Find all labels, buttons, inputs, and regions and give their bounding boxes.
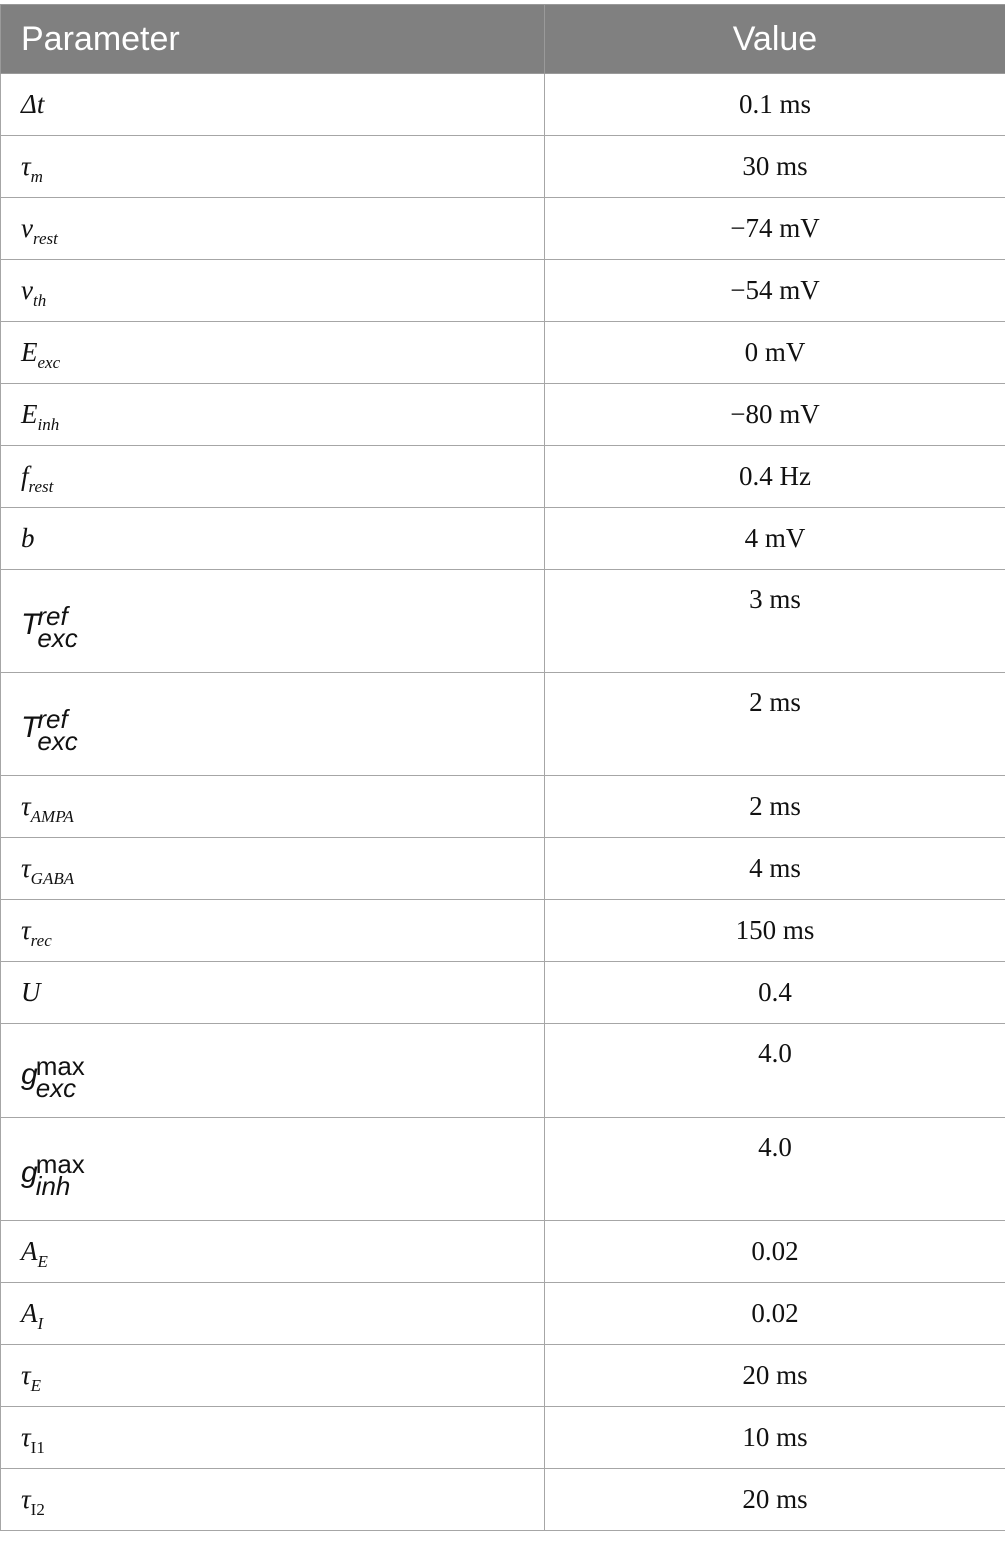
parameter-superscript: max xyxy=(35,1050,85,1081)
parameter-subscript: exc xyxy=(35,1072,77,1103)
table-row xyxy=(1,1469,1005,1531)
parameter-cell xyxy=(1,838,545,900)
parameter-symbol: τ xyxy=(21,853,31,883)
parameter-symbol: g xyxy=(21,1057,38,1091)
table-row xyxy=(1,1283,1005,1345)
header-parameter: Parameter xyxy=(1,5,545,74)
table-row xyxy=(1,962,1005,1024)
value-cell: 0.02 xyxy=(545,1221,1005,1283)
value-cell: 0.02 xyxy=(545,1283,1005,1345)
parameter-cell xyxy=(1,260,545,322)
value-cell: 10 ms xyxy=(545,1407,1005,1469)
parameter-subscript: th xyxy=(32,291,47,310)
parameter-cell xyxy=(1,1118,545,1221)
parameter-symbol: Δt xyxy=(21,89,45,119)
parameter-symbol: τ xyxy=(21,1360,31,1390)
table-row xyxy=(1,1024,1005,1118)
parameter-subscript: m xyxy=(30,167,43,186)
parameter-symbol: τ xyxy=(21,1484,31,1514)
parameter-cell xyxy=(1,198,545,260)
parameter-symbol: ν xyxy=(21,275,33,305)
table-row xyxy=(1,74,1005,136)
parameter-symbol: A xyxy=(21,1236,38,1266)
parameter-symbol: T xyxy=(21,608,40,642)
parameter-subscript: GABA xyxy=(30,869,75,888)
parameter-cell xyxy=(1,1024,545,1118)
parameter-symbol: E xyxy=(21,399,38,429)
parameter-subscript: rest xyxy=(28,477,54,496)
table-row xyxy=(1,260,1005,322)
value-cell: 20 ms xyxy=(545,1469,1005,1531)
table-row xyxy=(1,446,1005,508)
parameter-symbol: f xyxy=(21,461,29,491)
value-cell: 20 ms xyxy=(545,1345,1005,1407)
value-cell: 4.0 xyxy=(545,1118,1005,1221)
parameter-notation xyxy=(21,601,78,653)
parameter-symbol: τ xyxy=(21,1422,31,1452)
parameter-symbol: T xyxy=(21,711,40,745)
parameter-cell xyxy=(1,1345,545,1407)
table-row xyxy=(1,136,1005,198)
parameter-cell xyxy=(1,384,545,446)
table-row xyxy=(1,198,1005,260)
parameter-symbol: A xyxy=(21,1298,38,1328)
parameter-cell xyxy=(1,570,545,673)
parameter-cell xyxy=(1,446,545,508)
parameter-subscript: I xyxy=(37,1314,44,1333)
parameter-subscript: exc xyxy=(37,353,61,372)
value-cell: −74 mV xyxy=(545,198,1005,260)
value-cell: 2 ms xyxy=(545,776,1005,838)
value-cell: 3 ms xyxy=(545,570,1005,673)
table-row xyxy=(1,776,1005,838)
value-cell: 4 ms xyxy=(545,838,1005,900)
parameter-symbol: τ xyxy=(21,791,31,821)
parameter-cell xyxy=(1,508,545,570)
parameter-subscript: inh xyxy=(35,1171,71,1201)
table-header-row xyxy=(1,5,1005,74)
parameter-subscript: inh xyxy=(37,415,60,434)
value-cell: 2 ms xyxy=(545,673,1005,776)
parameter-cell xyxy=(1,962,545,1024)
table-row xyxy=(1,570,1005,673)
parameter-cell xyxy=(1,74,545,136)
table-row xyxy=(1,1345,1005,1407)
parameter-cell xyxy=(1,1407,545,1469)
value-cell: 0.1 ms xyxy=(545,74,1005,136)
parameter-subscript: rest xyxy=(32,229,58,248)
value-cell: 4.0 xyxy=(545,1024,1005,1118)
table-row xyxy=(1,508,1005,570)
parameter-cell xyxy=(1,1469,545,1531)
parameter-notation xyxy=(21,1149,85,1201)
parameter-cell xyxy=(1,673,545,776)
parameter-symbol: E xyxy=(21,337,38,367)
parameter-subscript: I2 xyxy=(30,1500,45,1519)
parameter-superscript: ref xyxy=(37,601,68,631)
table-row xyxy=(1,1118,1005,1221)
value-cell: 30 ms xyxy=(545,136,1005,198)
parameter-symbol: τ xyxy=(21,915,31,945)
parameter-subscript: exc xyxy=(37,726,78,756)
value-cell: 4 mV xyxy=(545,508,1005,570)
table-row xyxy=(1,1407,1005,1469)
value-cell: −54 mV xyxy=(545,260,1005,322)
parameter-subscript: exc xyxy=(37,623,78,653)
parameter-symbol: g xyxy=(21,1156,38,1190)
parameter-superscript: max xyxy=(35,1149,85,1179)
parameter-notation xyxy=(21,704,78,756)
value-cell: 0 mV xyxy=(545,322,1005,384)
parameter-symbol: U xyxy=(21,977,41,1007)
parameter-subscript: rec xyxy=(30,931,52,950)
parameter-notation xyxy=(21,1050,85,1103)
parameter-symbol: τ xyxy=(21,151,31,181)
table-row xyxy=(1,838,1005,900)
table-row xyxy=(1,384,1005,446)
table-row xyxy=(1,673,1005,776)
parameter-cell xyxy=(1,776,545,838)
value-cell: −80 mV xyxy=(545,384,1005,446)
parameter-table xyxy=(0,4,1005,1531)
parameter-subscript: E xyxy=(30,1376,42,1395)
value-cell: 150 ms xyxy=(545,900,1005,962)
table-row xyxy=(1,1221,1005,1283)
parameter-cell xyxy=(1,1283,545,1345)
parameter-superscript: ref xyxy=(37,704,68,734)
parameter-cell xyxy=(1,136,545,198)
parameter-subscript: I1 xyxy=(30,1438,45,1457)
table-row xyxy=(1,900,1005,962)
value-cell: 0.4 xyxy=(545,962,1005,1024)
header-value: Value xyxy=(545,5,1005,74)
value-cell: 0.4 Hz xyxy=(545,446,1005,508)
parameter-subscript: AMPA xyxy=(30,807,74,826)
parameter-subscript: E xyxy=(37,1252,48,1271)
table-row xyxy=(1,322,1005,384)
parameter-symbol: ν xyxy=(21,213,33,243)
parameter-cell xyxy=(1,900,545,962)
parameter-cell xyxy=(1,1221,545,1283)
parameter-symbol: b xyxy=(21,523,35,553)
parameter-cell xyxy=(1,322,545,384)
